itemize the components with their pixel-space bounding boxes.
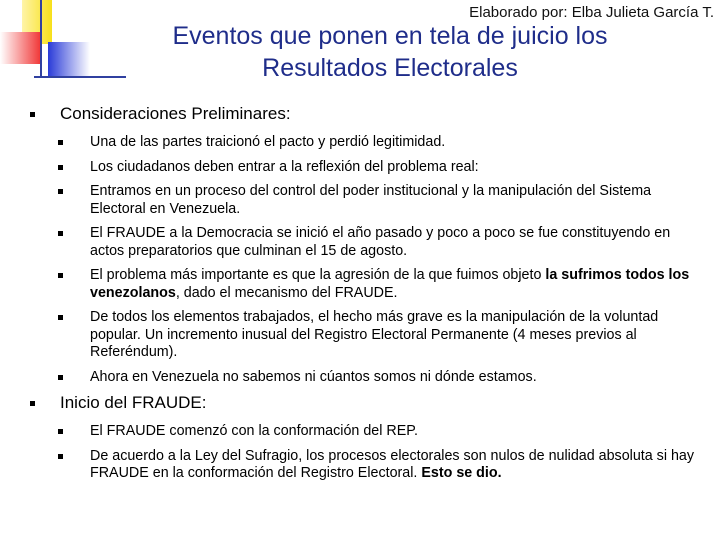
title-line-1: Eventos que ponen en tela de juicio los xyxy=(172,22,608,50)
list-item: Ahora en Venezuela no sabemos ni cúantos somos ni dónde estamos. xyxy=(28,369,698,387)
list-item: El FRAUDE a la Democracia se inició el año pasado y poco a poco se fue constituyendo en actos preparatorios que culminan el 15 de agosto. xyxy=(28,225,698,260)
list-item: Una de las partes traicionó el pacto y perdió legitimidad. xyxy=(28,134,698,152)
square-bullet-icon xyxy=(58,231,63,236)
square-bullet-icon xyxy=(58,429,63,434)
square-bullet-icon xyxy=(58,165,63,170)
slide-title xyxy=(100,20,680,84)
square-bullet-icon xyxy=(58,189,63,194)
list-item: De todos los elementos trabajados, el hecho más grave es la manipulación de la voluntad popular. Un incremento inusual del Registro Electoral Permanente (4 meses previos al Referéndum). xyxy=(28,309,698,362)
square-bullet-icon xyxy=(58,375,63,380)
author-credit: Elaborado por: Elba Julieta García T. xyxy=(469,4,714,21)
bullet-list xyxy=(28,104,698,490)
title-line-2: Resultados Electorales xyxy=(262,54,518,82)
decor-vertical-line xyxy=(40,0,42,78)
square-bullet-icon xyxy=(30,112,35,117)
decor-blue-square xyxy=(48,42,90,78)
section-heading: Consideraciones Preliminares: xyxy=(28,104,698,124)
square-bullet-icon xyxy=(58,273,63,278)
square-bullet-icon xyxy=(58,315,63,320)
list-item: El FRAUDE comenzó con la conformación del REP. xyxy=(28,423,698,441)
list-item: De acuerdo a la Ley del Sufragio, los procesos electorales son nulos de nulidad absoluta si hay FRAUDE en la conformación del Registro Electoral. Esto se dio. xyxy=(28,448,698,483)
list-item: Los ciudadanos deben entrar a la reflexión del problema real: xyxy=(28,159,698,177)
square-bullet-icon xyxy=(58,140,63,145)
decor-red-square xyxy=(0,32,42,64)
square-bullet-icon xyxy=(30,401,35,406)
list-item: Entramos en un proceso del control del poder institucional y la manipulación del Sistema Electoral en Venezuela. xyxy=(28,183,698,218)
list-item: El problema más importante es que la agresión de la que fuimos objeto la sufrimos todos los venezolanos, dado el mecanismo del FRAUDE. xyxy=(28,267,698,302)
square-bullet-icon xyxy=(58,454,63,459)
section-heading: Inicio del FRAUDE: xyxy=(28,393,698,413)
